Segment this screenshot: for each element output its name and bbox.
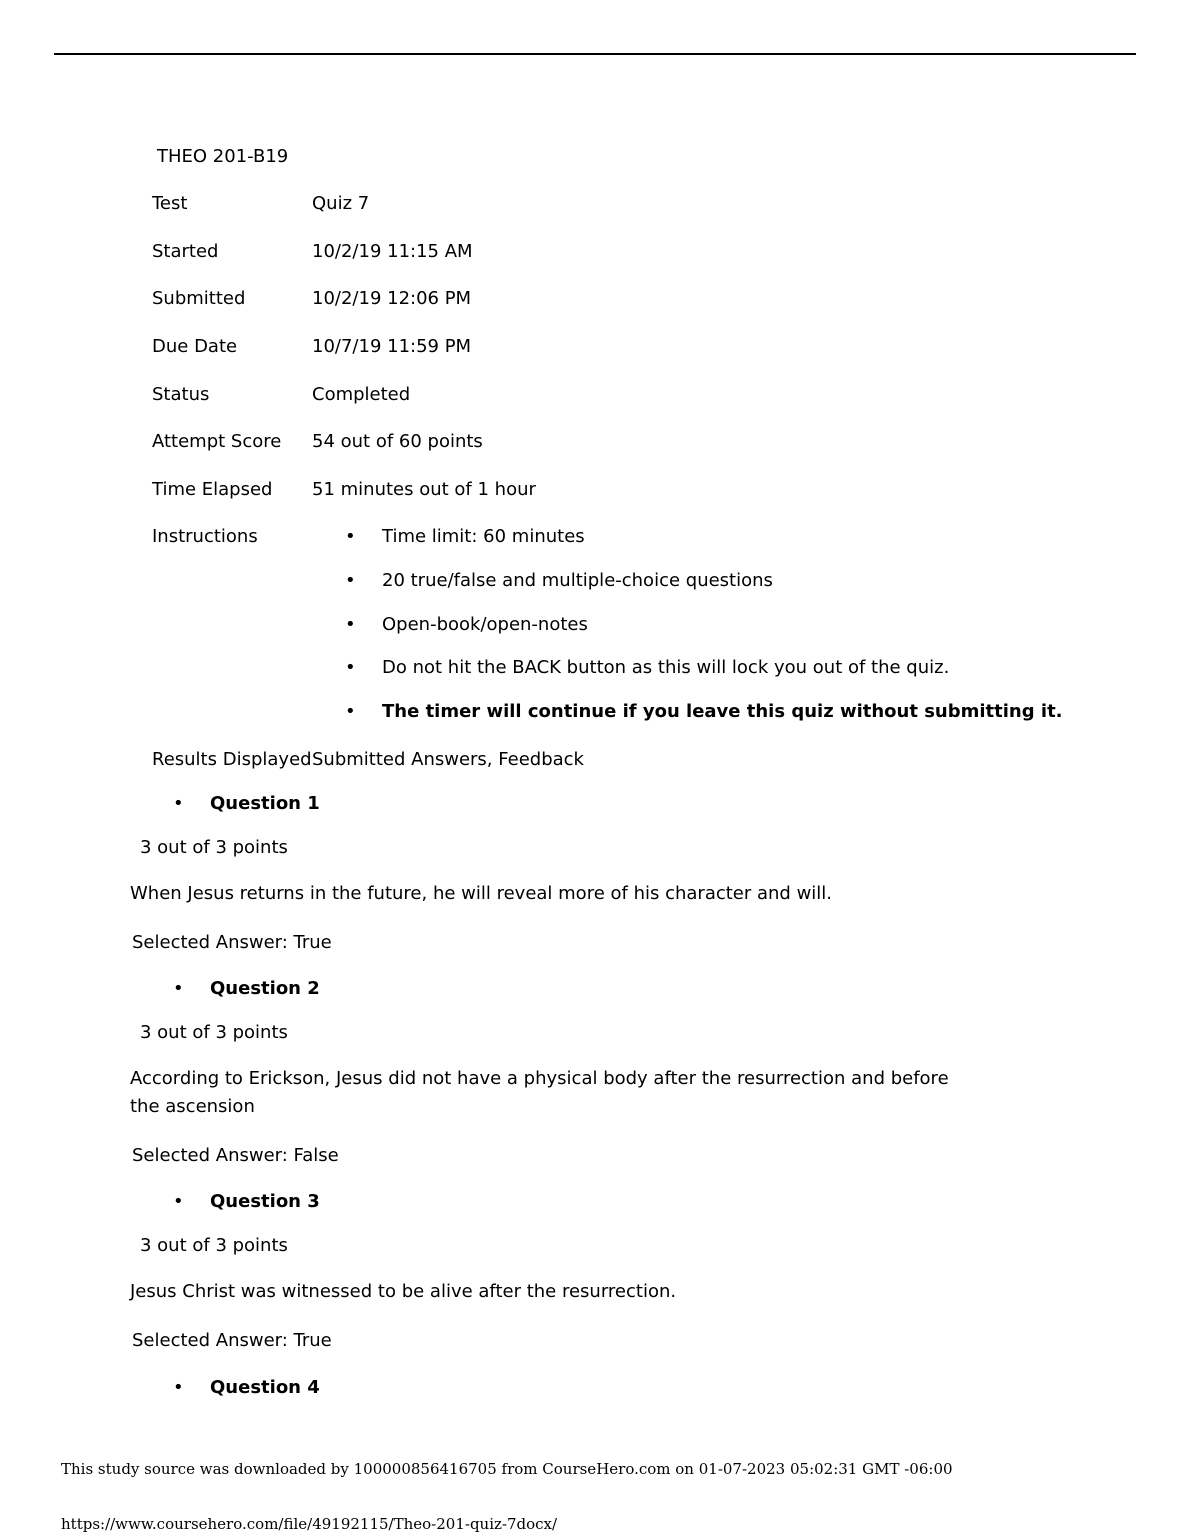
- detail-label-submitted: Submitted: [152, 288, 246, 309]
- selected-answer: Selected Answer: True: [132, 1330, 332, 1351]
- question-title: Question 4: [210, 1377, 320, 1398]
- download-source-notice: This study source was downloaded by 100000856416705 from CourseHero.com on 01-07-2023 05:02:31 GMT -06:00: [61, 1460, 953, 1478]
- top-rule: [54, 53, 1136, 55]
- bullet-icon: •: [173, 793, 184, 814]
- instructions-label: Instructions: [152, 526, 258, 547]
- question-title: Question 1: [210, 793, 320, 814]
- detail-value-attempt-score: 54 out of 60 points: [312, 431, 483, 452]
- bullet-icon: •: [345, 526, 356, 547]
- question-points: 3 out of 3 points: [140, 1022, 288, 1043]
- detail-label-attempt-score: Attempt Score: [152, 431, 282, 452]
- detail-value-started: 10/2/19 11:15 AM: [312, 241, 473, 262]
- selected-answer: Selected Answer: True: [132, 932, 332, 953]
- detail-value-submitted: 10/2/19 12:06 PM: [312, 288, 472, 309]
- detail-label-due-date: Due Date: [152, 336, 238, 357]
- results-displayed-value: Submitted Answers, Feedback: [312, 749, 584, 770]
- detail-value-due-date: 10/7/19 11:59 PM: [312, 336, 472, 357]
- bullet-icon: •: [345, 701, 356, 722]
- detail-label-test: Test: [152, 193, 188, 214]
- detail-value-status: Completed: [312, 384, 411, 405]
- question-text: When Jesus returns in the future, he will reveal more of his character and will.: [130, 883, 833, 904]
- instruction-item-warning: The timer will continue if you leave this quiz without submitting it.: [382, 701, 1063, 722]
- course-code: THEO 201-B19: [157, 146, 289, 167]
- question-title: Question 3: [210, 1191, 320, 1212]
- bullet-icon: •: [173, 978, 184, 999]
- question-text: According to Erickson, Jesus did not have a physical body after the resurrection and before the ascension: [130, 1068, 949, 1117]
- results-displayed-label: Results Displayed: [152, 749, 312, 770]
- detail-value-time-elapsed: 51 minutes out of 1 hour: [312, 479, 536, 500]
- instruction-item: Do not hit the BACK button as this will lock you out of the quiz.: [382, 657, 950, 678]
- instruction-item: Time limit: 60 minutes: [382, 526, 585, 547]
- selected-answer: Selected Answer: False: [132, 1145, 339, 1166]
- detail-label-status: Status: [152, 384, 210, 405]
- bullet-icon: •: [345, 570, 356, 591]
- detail-label-time-elapsed: Time Elapsed: [152, 479, 273, 500]
- instruction-item: 20 true/false and multiple-choice questions: [382, 570, 773, 591]
- question-points: 3 out of 3 points: [140, 837, 288, 858]
- question-text: Jesus Christ was witnessed to be alive after the resurrection.: [130, 1281, 677, 1302]
- question-title: Question 2: [210, 978, 320, 999]
- bullet-icon: •: [345, 614, 356, 635]
- source-url[interactable]: https://www.coursehero.com/file/49192115/Theo-201-quiz-7docx/: [61, 1515, 558, 1533]
- detail-label-started: Started: [152, 241, 219, 262]
- bullet-icon: •: [173, 1191, 184, 1212]
- detail-value-test: Quiz 7: [312, 193, 370, 214]
- question-points: 3 out of 3 points: [140, 1235, 288, 1256]
- bullet-icon: •: [345, 657, 356, 678]
- bullet-icon: •: [173, 1377, 184, 1398]
- instruction-item: Open-book/open-notes: [382, 614, 588, 635]
